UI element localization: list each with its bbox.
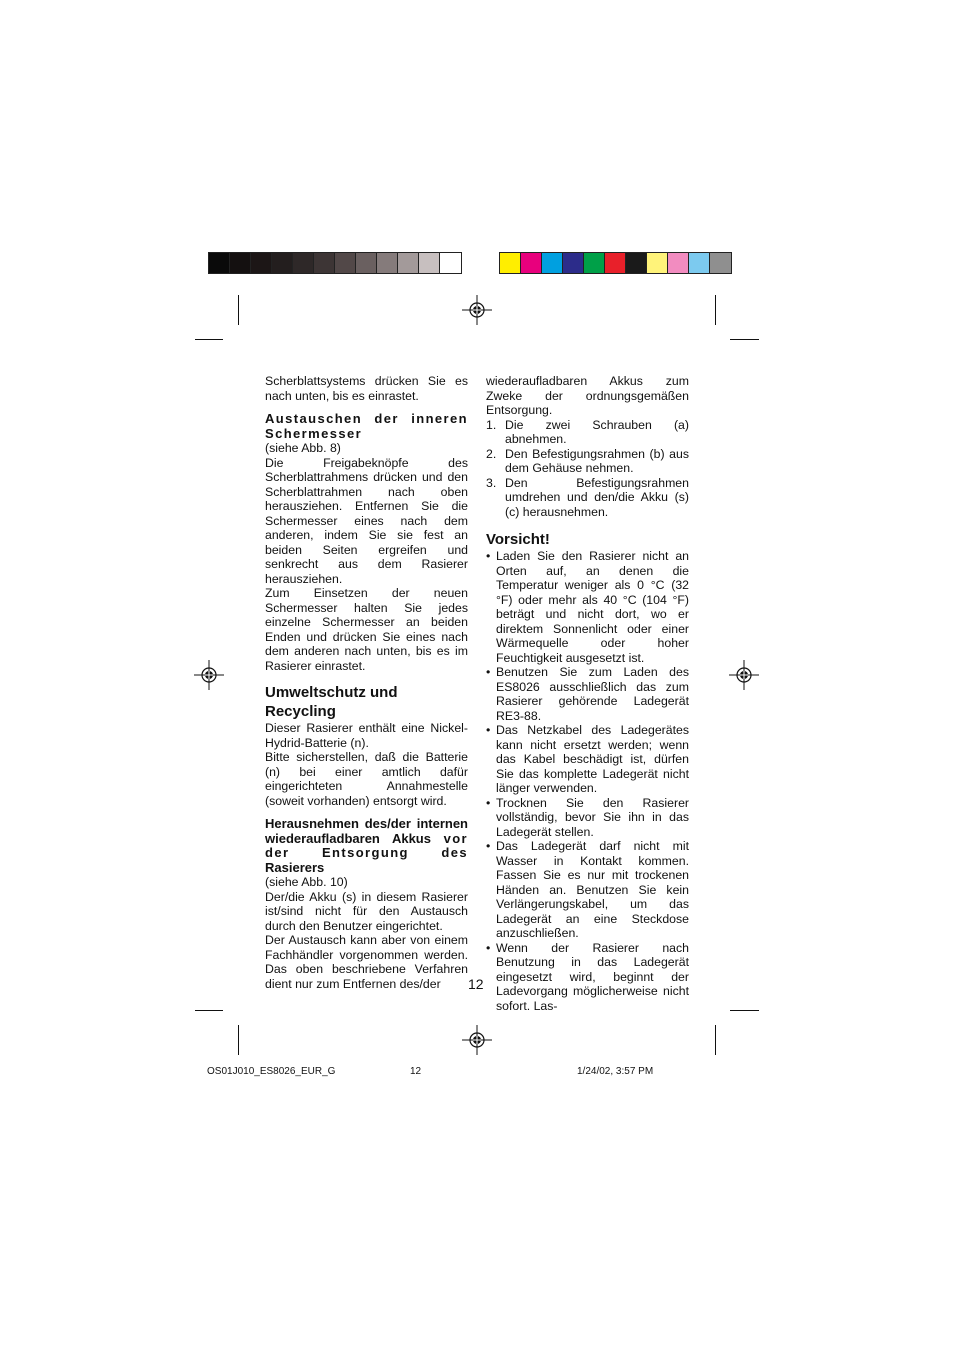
body-paragraph: Die Freigabeknöpfe des Scherblattrahmens drücken und den Scherblattrahmen nach oben herausziehen. Entfernen Sie die Schermesser eines nach dem anderen, indem Sie sie fest an beiden Seiten ergreifen und senkrecht aus dem Rasierer herausziehen. [265, 455, 468, 586]
calibration-swatch [626, 253, 647, 273]
section-heading-part: vor der Entsorgung des [265, 830, 468, 860]
color-calibration-bar [499, 252, 732, 274]
list-item: 3. Den Befestigungsrahmen umdrehen und den/die Akku (s) (c) herausnehmen. [486, 475, 689, 519]
figure-reference: (siehe Abb. 8) [265, 441, 341, 455]
section-heading-part: Herausnehmen des/der internen wiederaufladbaren Akkus [265, 816, 468, 846]
crop-mark [730, 1010, 759, 1011]
right-text-column [486, 374, 689, 1013]
body-paragraph: Dieser Rasierer enthält eine Nickel-Hydrid-Batterie (n). [265, 721, 468, 750]
registration-mark-icon [462, 1025, 492, 1055]
intro-paragraph: wiederaufladbaren Akkus zum Zweke der ordnungsgemäßen Entsorgung. [486, 374, 689, 417]
calibration-swatch [419, 253, 440, 273]
calibration-swatch [542, 253, 563, 273]
calibration-swatch [521, 253, 542, 273]
calibration-swatch [605, 253, 626, 273]
calibration-swatch [398, 253, 419, 273]
crop-mark [730, 339, 759, 340]
list-item: • Das Ladegerät darf nicht mit Wasser in Kontakt kommen. Fassen Sie es nur mit trockenen Händen an. Benutzen Sie kein Verlängerungskabel, um das Ladegerät an eine Steckdose anzuschließen. [486, 839, 689, 941]
body-paragraph: Der/die Akku (s) in diesem Rasierer ist/sind nicht für den Austausch durch den Benutzer eingerichtet. [265, 889, 468, 933]
page-number: 12 [468, 976, 484, 992]
calibration-swatch [293, 253, 314, 273]
left-text-column [265, 374, 468, 991]
calibration-swatch [584, 253, 605, 273]
calibration-swatch [689, 253, 710, 273]
crop-mark [195, 339, 223, 340]
registration-mark-icon [729, 660, 759, 690]
body-paragraph: Bitte sicherstellen, daß die Batterie (n) bei einer amtlich dafür eingerichteten Annahmestelle (soweit vorhanden) entsorgt wird. [265, 750, 468, 808]
calibration-swatch [500, 253, 521, 273]
grayscale-calibration-bar [208, 252, 462, 274]
section-heading: Austauschen der inneren Schermesser [265, 411, 468, 441]
crop-mark [715, 295, 716, 325]
crop-mark [715, 1025, 716, 1055]
caution-heading: Vorsicht! [486, 531, 550, 548]
calibration-swatch [230, 253, 251, 273]
list-item: • Benutzen Sie zum Laden des ES8026 ausschließlich das zum Rasierer gehörende Ladegerät RE3-88. [486, 665, 689, 723]
list-item: • Wenn der Rasierer nach Benutzung in das Ladegerät eingesetzt wird, beginnt der Ladevorgang möglicherweise nicht sofort. Las- [486, 941, 689, 1014]
figure-reference: (siehe Abb. 10) [265, 875, 348, 889]
list-item: 1. Die zwei Schrauben (a) abnehmen. [486, 417, 689, 446]
calibration-swatch [668, 253, 689, 273]
body-paragraph: Der Austausch kann aber von einem Fachhändler vorgenommen werden. Das oben beschriebene Verfahren dient nur zum Entfernen des/der [265, 933, 468, 991]
footer-filename: OS01J010_ES8026_EUR_G [207, 1066, 336, 1077]
calibration-swatch [314, 253, 335, 273]
removal-steps-list [486, 418, 689, 520]
section-heading: Umweltschutz und Recycling [265, 684, 398, 720]
calibration-swatch [647, 253, 668, 273]
footer-page-number: 12 [410, 1066, 422, 1077]
crop-mark [238, 295, 239, 325]
crop-mark [238, 1025, 239, 1055]
registration-mark-icon [194, 660, 224, 690]
calibration-swatch [335, 253, 356, 273]
calibration-swatch [356, 253, 377, 273]
calibration-swatch [209, 253, 230, 273]
calibration-swatch [440, 253, 461, 273]
intro-paragraph: Scherblattsystems drücken Sie es nach unten, bis es einrastet. [265, 374, 468, 403]
caution-list [486, 549, 689, 1013]
list-item: • Laden Sie den Rasierer nicht an Orten auf, an denen die Temperatur weniger als 0 °C (32 °F) oder mehr als 40 °C (104 °F) beträgt und nicht dort, wo er direktem Sonnenlicht oder einer Wärmequelle oder hoher Feuchtigkeit ausgesetzt ist. [486, 549, 689, 665]
list-item: • Das Netzkabel des Ladegerätes kann nicht ersetzt werden; wenn das Kabel beschädigt ist, dürfen Sie das komplette Ladegerät nicht länger verwenden. [486, 723, 689, 796]
section-heading-part: Rasierers [265, 859, 325, 875]
list-item: 2. Den Befestigungsrahmen (b) aus dem Gehäuse nehmen. [486, 446, 689, 475]
registration-mark-icon [462, 295, 492, 325]
body-paragraph: Zum Einsetzen der neuen Schermesser halten Sie jedes einzelne Schermesser an beiden Enden und drücken Sie eines nach dem anderen nach unten, bis es im Rasierer einrastet. [265, 586, 468, 673]
calibration-swatch [710, 253, 731, 273]
section-heading [265, 817, 468, 875]
calibration-swatch [563, 253, 584, 273]
calibration-swatch [377, 253, 398, 273]
crop-mark [195, 1010, 223, 1011]
footer-timestamp: 1/24/02, 3:57 PM [577, 1066, 654, 1077]
calibration-swatch [251, 253, 272, 273]
list-item: • Trocknen Sie den Rasierer vollständig, bevor Sie ihn in das Ladegerät stellen. [486, 796, 689, 840]
calibration-swatch [272, 253, 293, 273]
